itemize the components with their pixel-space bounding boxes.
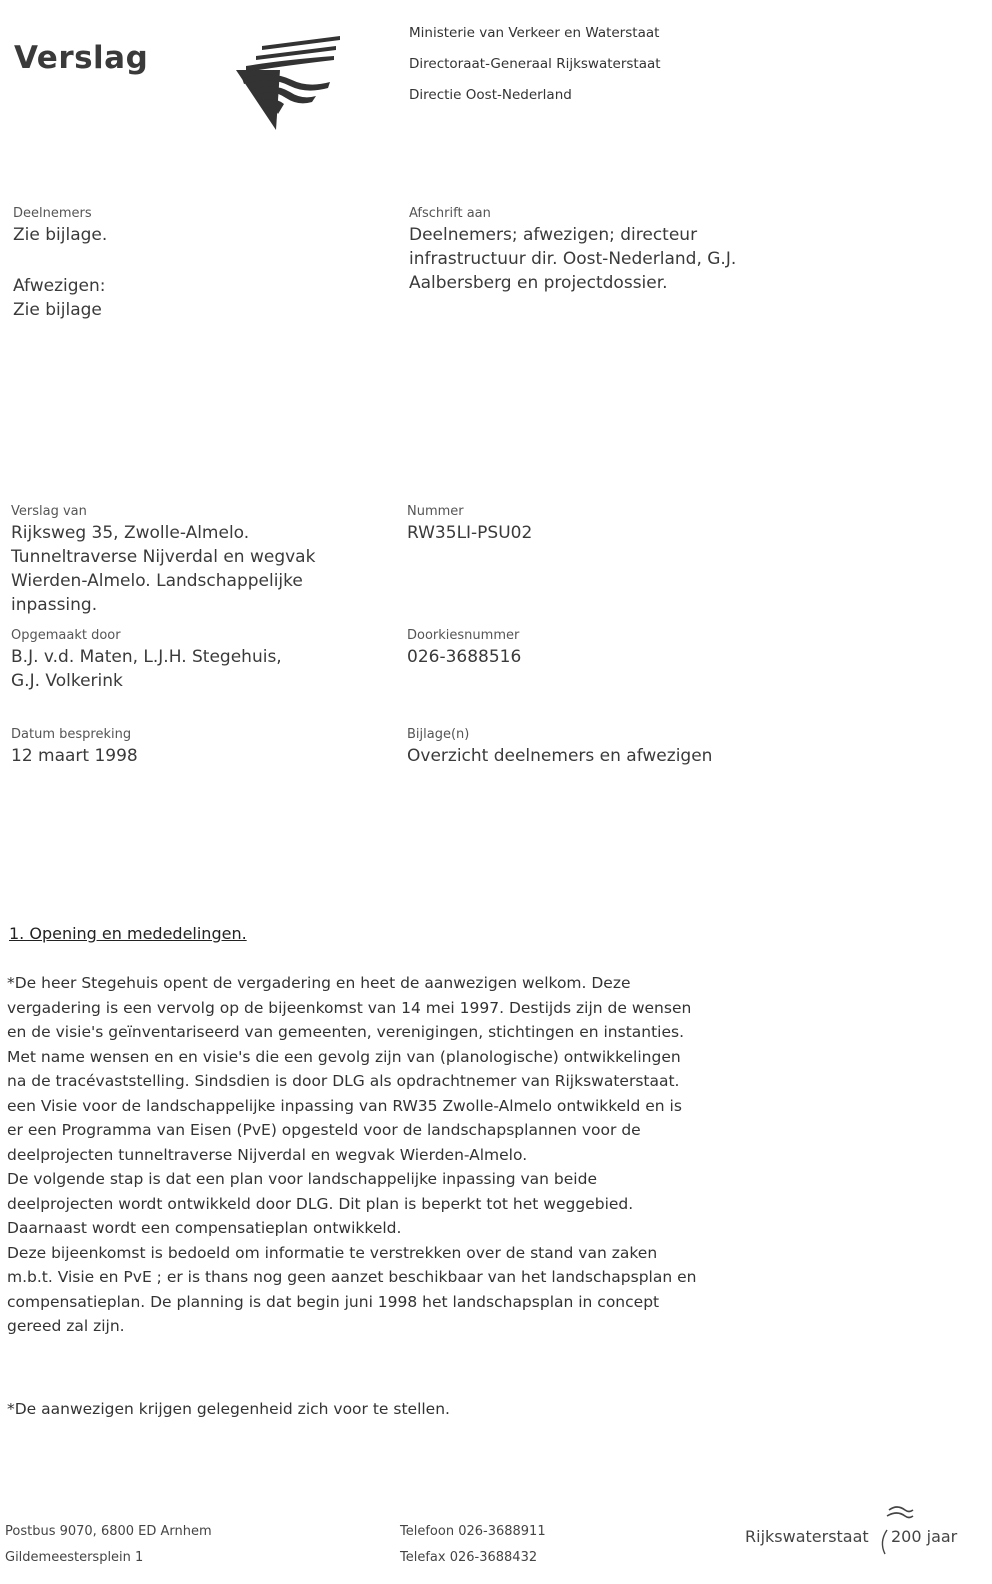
paragraph-opening: [7, 971, 807, 1339]
deelnemers-field: [13, 205, 107, 247]
paragraph-line: compensatieplan. De planning is dat begin juni 1998 het landschapsplan in concept: [7, 1292, 660, 1311]
verslag-line: inpassing.: [11, 595, 98, 615]
paragraph-line: deelprojecten wordt ontwikkeld door DLG. Dit plan is beperkt tot het weggebied.: [7, 1194, 634, 1213]
brand-name: Rijkswaterstaat: [745, 1527, 869, 1546]
datum-value: 12 maart 1998: [11, 746, 138, 766]
paragraph-line: De volgende stap is dat een plan voor landschappelijke inpassing van beide: [7, 1170, 597, 1188]
deelnemers-label: Deelnemers: [13, 206, 92, 221]
opgemaakt-line: G.J. Volkerink: [11, 671, 123, 691]
ministry-block: [409, 18, 661, 111]
rijkswaterstaat-logo-icon: [232, 30, 344, 132]
paragraph-line: m.b.t. Visie en PvE ; er is thans nog geen aanzet beschikbaar van het landschapsplan en: [7, 1268, 697, 1286]
afwezigen-field: [13, 274, 105, 322]
footer-contact: [400, 1519, 546, 1571]
afwezigen-label: Afwezigen:: [13, 276, 106, 296]
paragraph-line: gereed zal zijn.: [7, 1317, 125, 1335]
footer-brand: [745, 1500, 985, 1560]
nummer-value: RW35LI-PSU02: [407, 523, 533, 543]
paragraph-line: en de visie's geïnventariseerd van gemeenten, verenigingen, stichtingen en instanties.: [7, 1023, 685, 1041]
footer-address: [5, 1519, 212, 1571]
address-line: Gildemeestersplein 1: [5, 1550, 144, 1565]
datum-label: Datum bespreking: [11, 727, 132, 742]
paragraph-line: Met name wensen en en visie's die een gevolg zijn van (planologische) ontwikkelingen: [7, 1047, 681, 1066]
paragraph-line: deelprojecten tunneltraverse Nijverdal en wegvak Wierden-Almelo.: [7, 1145, 528, 1164]
afwezigen-value: Zie bijlage: [13, 300, 102, 320]
paragraph-line: een Visie voor de landschappelijke inpassing van RW35 Zwolle-Almelo ontwikkeld en is: [7, 1096, 682, 1115]
afschrift-label: Afschrift aan: [409, 206, 491, 221]
doorkies-field: [407, 627, 521, 669]
paragraph-introductions: *De aanwezigen krijgen gelegenheid zich voor te stellen.: [7, 1400, 450, 1418]
directorate-line: Directoraat-Generaal Rijkswaterstaat: [409, 56, 661, 72]
section-heading: 1. Opening en mededelingen.: [9, 924, 247, 943]
paragraph-line: na de tracévaststelling. Sindsdien is door DLG als opdrachtnemer van Rijkswaterstaat.: [7, 1072, 680, 1090]
verslag-label: Verslag van: [11, 504, 87, 519]
brand-years: 200 jaar: [891, 1527, 958, 1546]
verslag-field: [11, 503, 315, 617]
paragraph-line: *De heer Stegehuis opent de vergadering en heet de aanwezigen welkom. Deze: [7, 974, 631, 992]
verslag-line: Tunneltraverse Nijverdal en wegvak: [11, 547, 316, 567]
telefoon-line: Telefoon 026-3688911: [400, 1524, 546, 1539]
paragraph-line: vergadering is een vervolg op de bijeenkomst van 14 mei 1997. Destijds zijn de wensen: [7, 998, 692, 1017]
opgemaakt-line: B.J. v.d. Maten, L.J.H. Stegehuis,: [11, 647, 282, 667]
bijlage-value: Overzicht deelnemers en afwezigen: [407, 746, 713, 766]
nummer-label: Nummer: [407, 504, 464, 519]
bijlage-label: Bijlage(n): [407, 727, 470, 742]
nummer-field: [407, 503, 532, 545]
doorkies-value: 026-3688516: [407, 647, 522, 667]
address-line: Postbus 9070, 6800 ED Arnhem: [5, 1524, 212, 1539]
afschrift-line: infrastructuur dir. Oost-Nederland, G.J.: [409, 249, 737, 269]
document-title: Verslag: [14, 40, 149, 76]
telefax-line: Telefax 026-3688432: [400, 1550, 538, 1565]
verslag-line: Rijksweg 35, Zwolle-Almelo.: [11, 523, 250, 543]
afschrift-field: [409, 205, 736, 295]
verslag-line: Wierden-Almelo. Landschappelijke: [11, 571, 303, 591]
opgemaakt-label: Opgemaakt door: [11, 628, 121, 643]
opgemaakt-field: [11, 627, 282, 693]
paragraph-line: er een Programma van Eisen (PvE) opgesteld voor de landschapsplannen voor de: [7, 1121, 641, 1139]
doorkies-label: Doorkiesnummer: [407, 628, 520, 643]
afschrift-line: Aalbersberg en projectdossier.: [409, 273, 668, 293]
afschrift-line: Deelnemers; afwezigen; directeur: [409, 225, 698, 245]
paragraph-line: Daarnaast wordt een compensatieplan ontwikkeld.: [7, 1219, 402, 1237]
deelnemers-value: Zie bijlage.: [13, 225, 108, 245]
ministry-line: Ministerie van Verkeer en Waterstaat: [409, 25, 660, 41]
bijlage-field: [407, 726, 712, 768]
directie-line: Directie Oost-Nederland: [409, 87, 572, 103]
datum-field: [11, 726, 138, 768]
paragraph-line: Deze bijeenkomst is bedoeld om informatie te verstrekken over de stand van zaken: [7, 1243, 658, 1262]
